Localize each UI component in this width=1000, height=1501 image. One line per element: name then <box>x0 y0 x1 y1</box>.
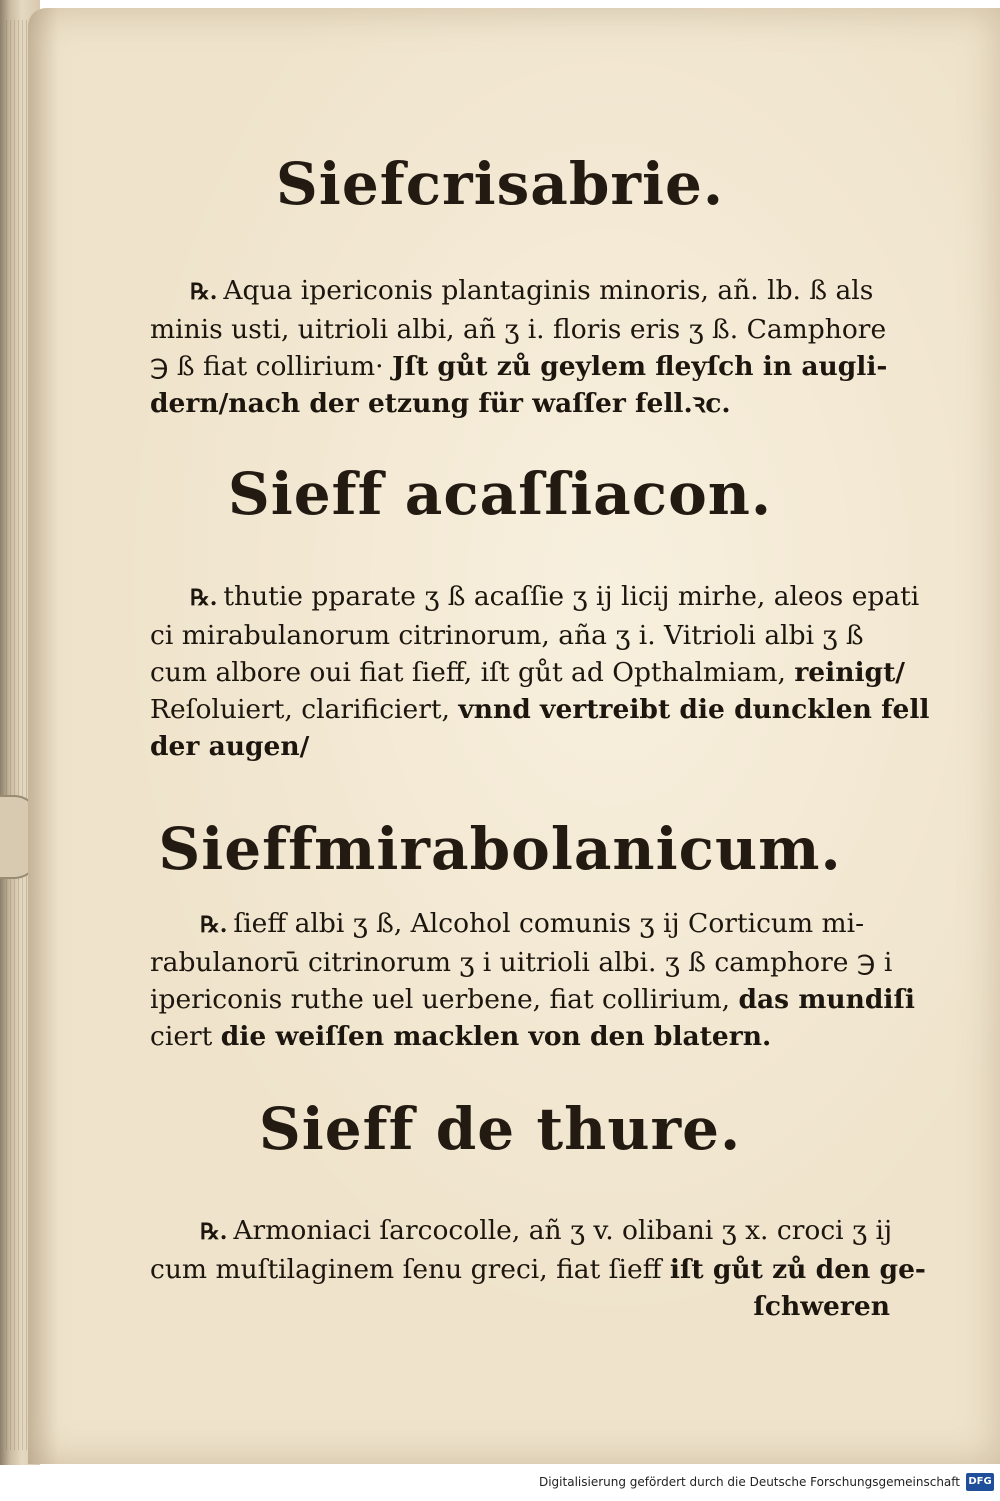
text-line: minis usti, uitrioli albi, añ ʒ i. floris eris ʒ ß. Camphore <box>150 314 887 345</box>
section-heading-3: Sieffmirabolanicum. <box>158 815 842 883</box>
footer-bar <box>0 1465 1000 1501</box>
text-line: ſchweren <box>753 1291 890 1322</box>
text-line: ℞. ſieff albi ʒ ß, Alcohol comunis ʒ ij Corticum mi- <box>200 908 865 939</box>
section-text-4 <box>150 1212 926 1325</box>
text-line: ℞. thutie pparate ʒ ß acaſſie ʒ ij licij mirhe, aleos epati <box>190 581 920 612</box>
text-line: rabulanorū citrinorum ʒ i uitrioli albi. ʒ ß camphore ℈ i <box>150 947 893 978</box>
text-line: der augen/ <box>150 731 310 762</box>
funding-note: Digitalisierung gefördert durch die Deutsche Forschungsgemeinschaft <box>538 1475 960 1489</box>
text-line: ipericonis ruthe uel uerbene, fiat collirium, das mundiſi <box>150 984 915 1015</box>
text-line: cum albore oui fiat ſieff, iſt gůt ad Opthalmiam, reinigt/ <box>150 657 905 688</box>
section-text-3 <box>150 905 915 1055</box>
text-line: ℞. Aqua ipericonis plantaginis minoris, añ. lb. ß als <box>190 275 874 306</box>
text-line: dern/nach der etzung für waſſer fell.ꝛc. <box>150 388 731 419</box>
text-line: ℈ ß fiat collirium· Jſt gůt zů geylem fleyſch in augli- <box>150 351 888 382</box>
section-heading-2: Sieff acaſſiacon. <box>227 460 773 528</box>
section-heading-1: Siefcrisabrie. <box>275 150 725 218</box>
text-line: Reſoluiert, clarificiert, vnnd vertreibt die duncklen fell <box>150 694 930 725</box>
section-text-2 <box>150 578 930 765</box>
text-line: ci mirabulanorum citrinorum, aña ʒ i. Vitrioli albi ʒ ß <box>150 620 864 651</box>
recipe-mark: ℞. <box>200 1219 228 1245</box>
text-line: cum muſtilaginem ſenu greci, fiat ſieff iſt gůt zů den ge- <box>150 1254 926 1285</box>
recipe-mark: ℞. <box>190 279 218 305</box>
section-heading-4: Sieff de thure. <box>258 1095 742 1163</box>
recipe-mark: ℞. <box>200 912 228 938</box>
recipe-mark: ℞. <box>190 585 218 611</box>
text-line: ℞. Armoniaci ſarcocolle, añ ʒ v. olibani ʒ x. croci ʒ ij <box>200 1215 893 1246</box>
dfg-logo-icon: DFG <box>966 1473 994 1491</box>
section-text-1 <box>150 272 910 422</box>
text-line: ciert die weiſſen macklen von den blatern. <box>150 1021 772 1052</box>
